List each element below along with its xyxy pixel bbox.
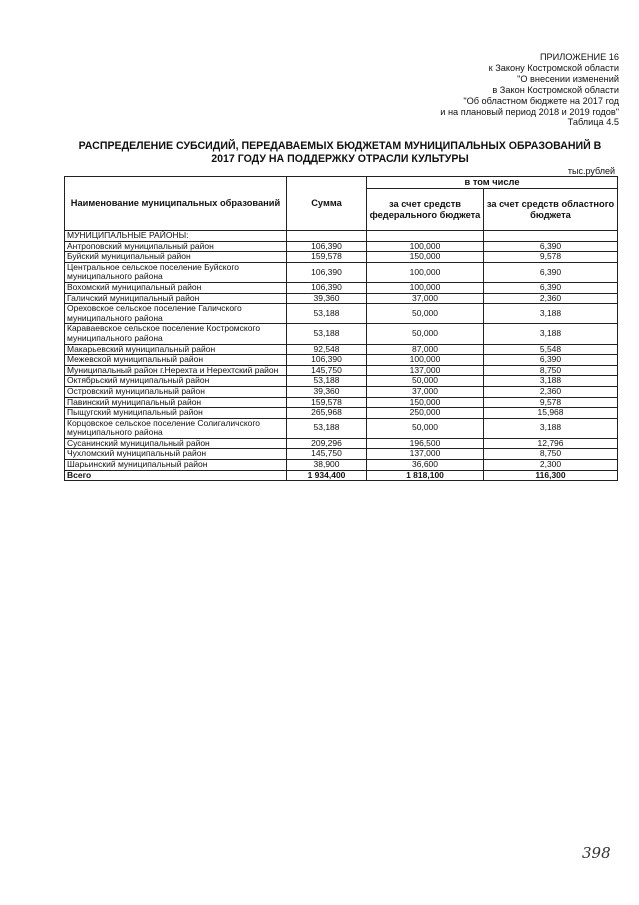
row-federal-cell: 50,000: [367, 324, 484, 344]
row-federal-cell: 150,000: [367, 397, 484, 408]
row-sum-cell: 53,188: [287, 418, 367, 438]
row-regional-cell: 15,968: [484, 408, 618, 419]
empty-cell: [367, 231, 484, 242]
row-name-cell: Буйский муниципальный район: [65, 252, 287, 263]
row-federal-cell: 137,000: [367, 449, 484, 460]
row-name-cell: Муниципальный район г.Нерехта и Нерехтский район: [65, 365, 287, 376]
row-federal-cell: 100,000: [367, 355, 484, 366]
row-federal-cell: 100,000: [367, 241, 484, 252]
header-regional: за счет средств областного бюджета: [484, 189, 618, 231]
row-regional-cell: 3,188: [484, 304, 618, 324]
table-number: Таблица 4.5: [567, 117, 619, 128]
row-federal-cell: 100,000: [367, 282, 484, 293]
table-row: [65, 397, 618, 408]
table-row: [65, 376, 618, 387]
row-regional-cell: 8,750: [484, 365, 618, 376]
header-federal: за счет средств федерального бюджета: [367, 189, 484, 231]
title-line: 2017 ГОДУ НА ПОДДЕРЖКУ ОТРАСЛИ КУЛЬТУРЫ: [211, 153, 469, 165]
table-row: [65, 460, 618, 471]
row-regional-cell: 6,390: [484, 241, 618, 252]
appendix-line: "О внесении изменений: [517, 73, 619, 84]
row-sum-cell: 53,188: [287, 304, 367, 324]
header-name: Наименование муниципальных образований: [65, 177, 287, 231]
row-name-cell: Караваевское сельское поселение Костромского муниципального района: [65, 324, 287, 344]
appendix-line: к Закону Костромской области: [488, 62, 619, 73]
row-regional-cell: 2,300: [484, 460, 618, 471]
document-title: [60, 140, 620, 166]
row-regional-cell: 5,548: [484, 344, 618, 355]
table-row: [65, 262, 618, 282]
row-sum-cell: 145,750: [287, 365, 367, 376]
row-federal-cell: 137,000: [367, 365, 484, 376]
row-sum-cell: 53,188: [287, 324, 367, 344]
table-row: [65, 418, 618, 438]
appendix-line: "Об областном бюджете на 2017 год: [463, 95, 619, 106]
row-sum-cell: 106,390: [287, 241, 367, 252]
row-name-cell: Межевской муниципальный район: [65, 355, 287, 366]
row-name-cell: Макарьевский муниципальный район: [65, 344, 287, 355]
row-federal-cell: 196,500: [367, 438, 484, 449]
appendix-line: в Закон Костромской области: [492, 84, 619, 95]
row-name-cell: Пыщугский муниципальный район: [65, 408, 287, 419]
row-sum-cell: 39,360: [287, 386, 367, 397]
section-label: МУНИЦИПАЛЬНЫЕ РАЙОНЫ:: [65, 231, 287, 242]
appendix-line: и на плановый период 2018 и 2019 годов": [440, 106, 619, 117]
row-regional-cell: 2,360: [484, 293, 618, 304]
row-sum-cell: 159,578: [287, 252, 367, 263]
table-row: [65, 386, 618, 397]
row-federal-cell: 37,000: [367, 293, 484, 304]
total-sum: 1 934,400: [287, 470, 367, 481]
row-federal-cell: 250,000: [367, 408, 484, 419]
empty-cell: [287, 231, 367, 242]
row-federal-cell: 150,000: [367, 252, 484, 263]
row-sum-cell: 38,900: [287, 460, 367, 471]
row-federal-cell: 50,000: [367, 376, 484, 387]
subsidy-table: [64, 176, 618, 481]
row-federal-cell: 36,600: [367, 460, 484, 471]
row-name-cell: Ореховское сельское поселение Галичского муниципального района: [65, 304, 287, 324]
row-sum-cell: 265,968: [287, 408, 367, 419]
empty-cell: [484, 231, 618, 242]
row-name-cell: Павинский муниципальный район: [65, 397, 287, 408]
row-name-cell: Корцовское сельское поселение Солигаличского муниципального района: [65, 418, 287, 438]
row-name-cell: Сусанинский муниципальный район: [65, 438, 287, 449]
title-line: РАСПРЕДЕЛЕНИЕ СУБСИДИЙ, ПЕРЕДАВАЕМЫХ БЮДЖЕТАМ МУНИЦИПАЛЬНЫХ ОБРАЗОВАНИЙ В: [78, 140, 602, 152]
row-regional-cell: 9,578: [484, 252, 618, 263]
row-name-cell: Вохомский муниципальный район: [65, 282, 287, 293]
row-sum-cell: 106,390: [287, 262, 367, 282]
row-sum-cell: 106,390: [287, 282, 367, 293]
total-label: Всего: [65, 470, 287, 481]
row-regional-cell: 9,578: [484, 397, 618, 408]
units-label: тыс.рублей: [567, 166, 615, 176]
total-regional: 116,300: [484, 470, 618, 481]
row-federal-cell: 100,000: [367, 262, 484, 282]
row-regional-cell: 6,390: [484, 355, 618, 366]
table-row: [65, 324, 618, 344]
table-row: [65, 241, 618, 252]
row-sum-cell: 39,360: [287, 293, 367, 304]
row-regional-cell: 8,750: [484, 449, 618, 460]
row-name-cell: Галичский муниципальный район: [65, 293, 287, 304]
table-row: [65, 449, 618, 460]
row-name-cell: Центральное сельское поселение Буйского муниципального района: [65, 262, 287, 282]
row-sum-cell: 92,548: [287, 344, 367, 355]
row-sum-cell: 106,390: [287, 355, 367, 366]
row-regional-cell: 6,390: [484, 282, 618, 293]
row-name-cell: Чухломский муниципальный район: [65, 449, 287, 460]
table-row: [65, 355, 618, 366]
row-sum-cell: 145,750: [287, 449, 367, 460]
row-sum-cell: 159,578: [287, 397, 367, 408]
row-federal-cell: 50,000: [367, 304, 484, 324]
row-name-cell: Шарьинский муниципальный район: [65, 460, 287, 471]
row-sum-cell: 209,296: [287, 438, 367, 449]
table-row: [65, 438, 618, 449]
row-sum-cell: 53,188: [287, 376, 367, 387]
table-row: [65, 344, 618, 355]
table-row: [65, 408, 618, 419]
total-row: [65, 470, 618, 481]
row-federal-cell: 50,000: [367, 418, 484, 438]
row-regional-cell: 2,360: [484, 386, 618, 397]
row-regional-cell: 3,188: [484, 376, 618, 387]
handwritten-page-number: 398: [582, 844, 611, 862]
row-name-cell: Октябрьский муниципальный район: [65, 376, 287, 387]
row-regional-cell: 6,390: [484, 262, 618, 282]
section-row: [65, 231, 618, 242]
appendix-line: ПРИЛОЖЕНИЕ 16: [539, 52, 619, 62]
row-regional-cell: 3,188: [484, 324, 618, 344]
row-name-cell: Антроповский муниципальный район: [65, 241, 287, 252]
table-row: [65, 293, 618, 304]
row-federal-cell: 87,000: [367, 344, 484, 355]
row-regional-cell: 12,796: [484, 438, 618, 449]
table-row: [65, 252, 618, 263]
row-name-cell: Островский муниципальный район: [65, 386, 287, 397]
table-row: [65, 365, 618, 376]
row-regional-cell: 3,188: [484, 418, 618, 438]
table-row: [65, 304, 618, 324]
total-federal: 1 818,100: [367, 470, 484, 481]
row-federal-cell: 37,000: [367, 386, 484, 397]
appendix-header: [299, 52, 619, 128]
header-sum: Сумма: [287, 177, 367, 231]
table-row: [65, 282, 618, 293]
header-including: в том числе: [367, 177, 618, 189]
